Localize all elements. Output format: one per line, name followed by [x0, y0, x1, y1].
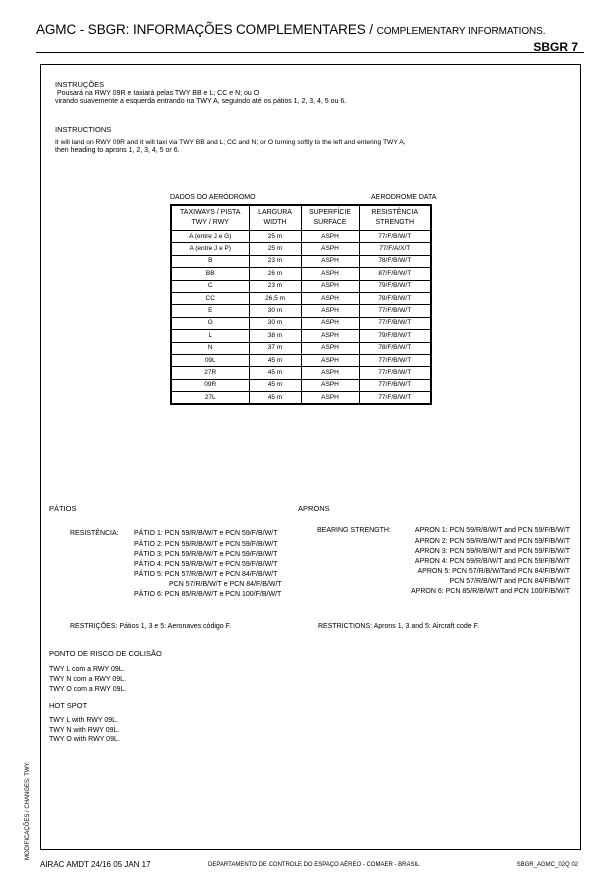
page-title	[36, 22, 545, 37]
patio-line: PCN 57/R/B/W/T e PCN 84/F/B/W/T	[169, 581, 282, 588]
cell-width: 37 m	[249, 342, 301, 354]
patio-line: PÁTIO 4: PCN 59/R/B/W/T e PCN 59/F/B/W/T	[134, 561, 278, 568]
cell-width: 25 m	[249, 231, 301, 243]
cell-width: 23 m	[249, 280, 301, 292]
cell-taxiway: BB	[171, 268, 249, 280]
table-row	[171, 317, 431, 329]
cell-taxiway: N	[171, 342, 249, 354]
patio-line: PÁTIO 5: PCN 57/R/B/W/T e PCN 84/F/B/W/T	[134, 571, 278, 578]
cell-strength: 78/F/B/W/T	[359, 292, 431, 304]
cell-taxiway: B	[171, 255, 249, 267]
patio-line: PÁTIO 1: PCN 59/R/B/W/T e PCN 59/F/B/W/T	[134, 530, 278, 537]
table-row	[171, 392, 431, 405]
cell-taxiway: G	[171, 317, 249, 329]
table-row	[171, 305, 431, 317]
changes-side-label: MODIFICAÇÕES / CHANGES: TWY.	[25, 761, 31, 860]
apron-line: APRON 5: PCN 57/R/B/W/Tand PCN 84/F/B/W/T	[417, 568, 570, 575]
header-rule	[36, 52, 584, 53]
footer-department: DEPARTAMENTO DE CONTROLE DO ESPAÇO AÉREO - COMAER - BRASIL	[208, 862, 420, 868]
title-main: AGMC - SBGR: INFORMAÇÕES COMPLEMENTARES /	[36, 22, 377, 37]
cell-width: 23 m	[249, 255, 301, 267]
instructions-line1: It will land on RWY 09R and It will taxi via TWY BB and L; CC and N; or O turning softly to the left and entering TWY A,	[55, 139, 406, 146]
cell-strength: 79/F/B/W/T	[359, 330, 431, 342]
table-row	[171, 231, 431, 243]
cell-surface: ASPH	[301, 330, 359, 342]
cell-strength: 77/F/B/W/T	[359, 367, 431, 379]
apron-line: PCN 57/R/B/W/T and PCN 84/F/B/W/T	[449, 578, 570, 585]
header-taxiway: TAXIWAYS / PISTA TWY / RWY	[171, 205, 249, 231]
patio-line: PÁTIO 3: PCN 59/R/B/W/T e PCN 59/F/B/W/T	[134, 551, 278, 558]
cell-width: 45 m	[249, 354, 301, 366]
patio-line: PÁTIO 2: PCN 59/R/B/W/T e PCN 59/F/B/W/T	[134, 541, 278, 548]
cell-surface: ASPH	[301, 367, 359, 379]
cell-width: 25 m	[249, 243, 301, 255]
cell-surface: ASPH	[301, 317, 359, 329]
apron-line: APRON 1: PCN 59/R/B/W/T and PCN 59/F/B/W/T	[414, 527, 570, 534]
cell-taxiway: E	[171, 305, 249, 317]
cell-width: 38 m	[249, 330, 301, 342]
apron-line: APRON 2: PCN 59/R/B/W/T and PCN 59/F/B/W/T	[414, 538, 570, 545]
cell-taxiway: 09L	[171, 354, 249, 366]
table-row	[171, 268, 431, 280]
aprons-strength-label: BEARING STRENGTH:	[317, 527, 391, 534]
chart-code: SBGR 7	[533, 40, 578, 54]
cell-taxiway: 27L	[171, 392, 249, 405]
apron-line: APRON 3: PCN 59/R/B/W/T and PCN 59/F/B/W/T	[414, 548, 570, 555]
cell-width: 30 m	[249, 317, 301, 329]
table-row	[171, 243, 431, 255]
aprons-heading: APRONS	[298, 504, 330, 513]
footer-airac: AIRAC AMDT 24/16 05 JAN 17	[40, 860, 151, 869]
table-row	[171, 280, 431, 292]
apron-line: APRON 6: PCN 85/R/B/W/T and PCN 100/F/B/W/T	[411, 588, 570, 595]
cell-surface: ASPH	[301, 379, 359, 391]
cell-surface: ASPH	[301, 354, 359, 366]
cell-taxiway: A (entre J e G)	[171, 231, 249, 243]
instructions-heading: INSTRUCTIONS	[55, 125, 112, 134]
cell-width: 26,5 m	[249, 292, 301, 304]
header-width: LARGURA WIDTH	[249, 205, 301, 231]
cell-strength: 77/F/B/W/T	[359, 231, 431, 243]
colisao-heading: PONTO DE RISCO DE COLISÃO	[49, 649, 162, 658]
cell-surface: ASPH	[301, 305, 359, 317]
cell-strength: 87/F/B/W/T	[359, 268, 431, 280]
apron-line: APRON 4: PCN 59/R/B/W/T and PCN 59/F/B/W/T	[414, 558, 570, 565]
cell-surface: ASPH	[301, 392, 359, 405]
cell-strength: 78/F/B/W/T	[359, 255, 431, 267]
cell-width: 30 m	[249, 305, 301, 317]
hotspot-heading: HOT SPOT	[49, 701, 88, 710]
aprons-restrictions: RESTRICTIONS: Aprons 1, 3 and 5: Aircraft code F.	[318, 623, 480, 630]
table-row	[171, 354, 431, 366]
cell-taxiway: C	[171, 280, 249, 292]
colisao-line: TWY O com a RWY 09L.	[49, 686, 127, 693]
cell-strength: 77/F/B/W/T	[359, 354, 431, 366]
cell-taxiway: 27R	[171, 367, 249, 379]
aerodrome-data-table	[170, 204, 432, 405]
cell-width: 45 m	[249, 367, 301, 379]
instrucoes-line1: Pousará na RWY 09R e taxiará pelas TWY BB e L; CC e N; ou O	[57, 90, 260, 97]
cell-surface: ASPH	[301, 268, 359, 280]
hotspot-line: TWY O with RWY 09L.	[49, 736, 120, 743]
instrucoes-heading: INSTRUÇÕES	[55, 80, 105, 89]
instrucoes-line2: virando suavemente a esquerda entrando na TWY A, seguindo até os pátios 1, 2, 3, 4, 5 ou 6.	[55, 98, 347, 105]
table-row	[171, 292, 431, 304]
hotspot-line: TWY L with RWY 09L.	[49, 717, 118, 724]
content-frame	[40, 64, 581, 850]
table-row	[171, 367, 431, 379]
table-row	[171, 330, 431, 342]
cell-taxiway: 09R	[171, 379, 249, 391]
cell-surface: ASPH	[301, 280, 359, 292]
table-row	[171, 379, 431, 391]
cell-surface: ASPH	[301, 243, 359, 255]
cell-surface: ASPH	[301, 231, 359, 243]
table-header-row	[171, 205, 431, 231]
cell-strength: 78/F/B/W/T	[359, 342, 431, 354]
title-sub: COMPLEMENTARY INFORMATIONS.	[376, 26, 546, 37]
hotspot-line: TWY N with RWY 09L.	[49, 727, 120, 734]
cell-width: 45 m	[249, 379, 301, 391]
header-surface: SUPERFÍCIE SURFACE	[301, 205, 359, 231]
table-row	[171, 342, 431, 354]
instructions-line2: then heading to aprons 1, 2, 3, 4, 5 or 6.	[55, 147, 180, 154]
cell-surface: ASPH	[301, 342, 359, 354]
cell-strength: 77/F/B/W/T	[359, 379, 431, 391]
cell-strength: 77/F/B/W/T	[359, 317, 431, 329]
cell-width: 45 m	[249, 392, 301, 405]
cell-strength: 77/F/B/W/T	[359, 305, 431, 317]
aerodrome-title-en: AERODROME DATA	[371, 194, 437, 201]
patios-resistencia-label: RESISTÊNCIA:	[70, 530, 119, 537]
cell-taxiway: A (entre J e P)	[171, 243, 249, 255]
patios-restricoes: RESTRIÇÕES: Pátios 1, 3 e 5: Aeronaves código F.	[70, 623, 232, 630]
cell-strength: 77/F/B/W/T	[359, 392, 431, 405]
cell-width: 26 m	[249, 268, 301, 280]
patio-line: PÁTIO 6: PCN 85/R/B/W/T e PCN 100/F/B/W/T	[134, 591, 282, 598]
table-row	[171, 255, 431, 267]
header-strength: RESISTÊNCIA STRENGTH	[359, 205, 431, 231]
patios-heading: PÁTIOS	[49, 504, 77, 513]
cell-surface: ASPH	[301, 255, 359, 267]
colisao-line: TWY N com a RWY 09L.	[49, 676, 127, 683]
colisao-line: TWY L com a RWY 09L.	[49, 666, 125, 673]
footer-chart-id: SBGR_AGMC_02Q 02	[516, 862, 578, 868]
cell-strength: 79/F/B/W/T	[359, 280, 431, 292]
cell-taxiway: L	[171, 330, 249, 342]
aerodrome-title-pt: DADOS DO AERÓDROMO	[170, 194, 256, 201]
cell-strength: 77/F/A/X/T	[359, 243, 431, 255]
cell-taxiway: CC	[171, 292, 249, 304]
cell-surface: ASPH	[301, 292, 359, 304]
